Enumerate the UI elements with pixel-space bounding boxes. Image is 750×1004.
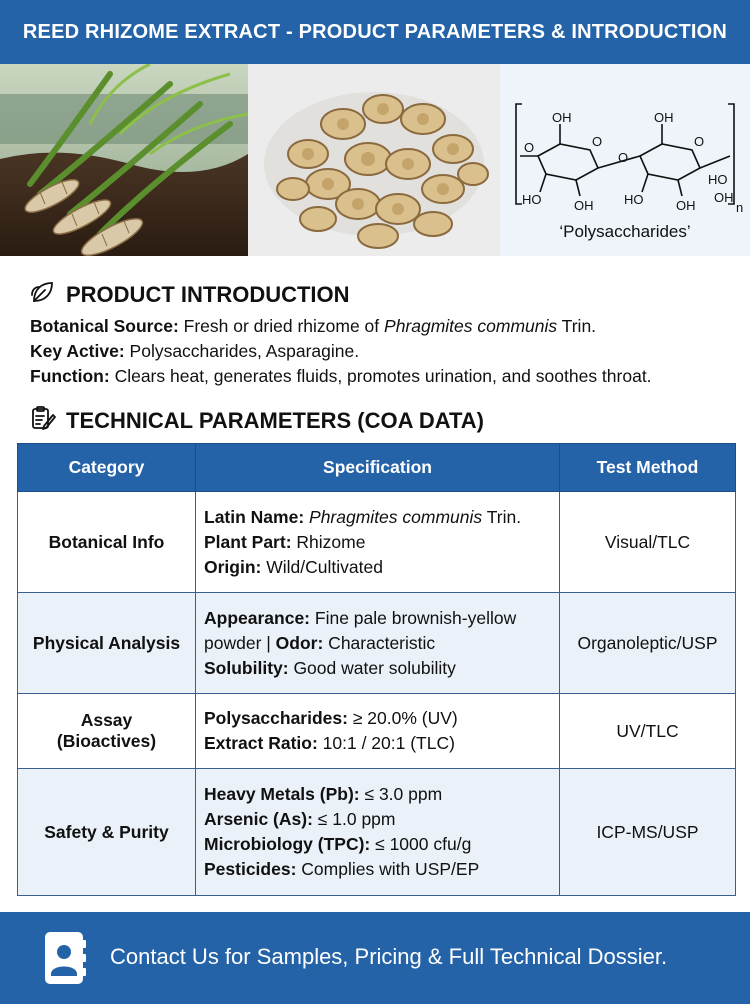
intro-italic: Phragmites communis (384, 316, 558, 336)
intro-line-function (30, 364, 730, 389)
table-row (18, 694, 736, 769)
spec-label: Pesticides: (204, 859, 297, 879)
spec-value: powder | (204, 632, 276, 653)
spec-value: 10:1 / 20:1 (TLC) (317, 733, 455, 753)
row-test-method: Visual/TLC (560, 492, 736, 593)
spec-line (204, 606, 551, 631)
intro-line-key-active (30, 339, 730, 364)
page-header (0, 0, 750, 64)
intro-text: Clears heat, generates fluids, promotes urination, and soothes throat. (109, 366, 652, 386)
spec-value: Trin. (482, 506, 522, 527)
intro-title: PRODUCT INTRODUCTION (66, 281, 350, 307)
page-title: REED RHIZOME EXTRACT - PRODUCT PARAMETERS & INTRODUCTION (22, 20, 728, 43)
chem-label: O (618, 150, 629, 165)
spec-value: ≤ 1000 cfu/g (370, 834, 472, 854)
spec-line (204, 530, 551, 555)
row-category: Botanical Info (18, 492, 196, 593)
polysaccharide-structure (500, 64, 750, 256)
spec-line (204, 857, 551, 882)
spec-label: Extract Ratio: (204, 733, 318, 753)
row-specification (196, 769, 560, 896)
spec-value: Fine pale brownish-yellow (310, 607, 517, 628)
intro-label: Function: (30, 366, 110, 386)
spec-value: Complies with USP/EP (296, 859, 480, 879)
chem-label: n (736, 200, 744, 215)
spec-value: Rhizome (291, 531, 366, 552)
column-header-category: Category (18, 444, 196, 492)
dried-slices-photo (248, 64, 500, 256)
intro-text: Trin. (557, 316, 597, 336)
spec-value: ≤ 1.0 ppm (312, 809, 396, 829)
spec-line (204, 807, 551, 832)
chem-label: HO (522, 192, 542, 207)
spec-line (204, 631, 551, 656)
chem-label: O (592, 134, 603, 149)
spec-line (204, 832, 551, 857)
spec-value: ≥ 20.0% (UV) (347, 708, 458, 728)
chem-label: O (524, 140, 535, 155)
row-specification (196, 694, 560, 769)
chem-caption: ‘Polysaccharides’ (559, 222, 691, 241)
technical-heading (30, 405, 484, 436)
row-test-method: ICP-MS/USP (560, 769, 736, 896)
spec-value: Wild/Cultivated (261, 556, 383, 577)
row-specification (196, 492, 560, 593)
chem-label: O (694, 134, 705, 149)
spec-label: Plant Part: (204, 531, 292, 552)
row-test-method: UV/TLC (560, 694, 736, 769)
clipboard-pen-icon (30, 405, 56, 436)
spec-line (204, 505, 551, 530)
spec-label: Arsenic (As): (204, 809, 313, 829)
spec-label: Microbiology (TPC): (204, 834, 371, 854)
row-category: Physical Analysis (18, 593, 196, 694)
chem-label: OH (714, 190, 734, 205)
spec-line (204, 706, 551, 731)
spec-line (204, 555, 551, 580)
column-header-specification: Specification (196, 444, 560, 492)
column-header-test-method: Test Method (560, 444, 736, 492)
table-header-row (18, 444, 736, 492)
category-line: Assay (80, 710, 133, 730)
table-row (18, 593, 736, 694)
spec-label: Odor: (275, 632, 324, 653)
intro-heading (30, 279, 350, 310)
table-row (18, 492, 736, 593)
intro-text: Polysaccharides, Asparagine. (124, 341, 360, 361)
intro-label: Botanical Source: (30, 316, 179, 336)
spec-value: Characteristic (323, 632, 436, 653)
contact-footer[interactable] (0, 912, 750, 1004)
spec-label: Solubility: (204, 657, 289, 678)
spec-label: Appearance: (204, 607, 311, 628)
leaf-icon (30, 279, 56, 310)
chem-label: HO (624, 192, 644, 207)
chem-label: OH (654, 110, 674, 125)
spec-value: Good water solubility (288, 657, 456, 678)
contact-cta-text[interactable]: Contact Us for Samples, Pricing & Full Technical Dossier. (110, 944, 668, 969)
row-category (18, 694, 196, 769)
reed-rhizome-photo (0, 64, 248, 256)
spec-label: Origin: (204, 556, 262, 577)
spec-line (204, 731, 551, 756)
chem-label: OH (676, 198, 696, 213)
intro-body (30, 314, 730, 389)
row-specification (196, 593, 560, 694)
contact-book-icon (42, 930, 88, 986)
spec-line (204, 782, 551, 807)
technical-title: TECHNICAL PARAMETERS (COA DATA) (66, 407, 484, 433)
row-test-method: Organoleptic/USP (560, 593, 736, 694)
chem-label: HO (708, 172, 728, 187)
spec-line (204, 656, 551, 681)
chem-label: OH (552, 110, 572, 125)
spec-label: Heavy Metals (Pb): (204, 784, 360, 804)
category-line: (Bioactives) (56, 731, 157, 751)
intro-label: Key Active: (30, 341, 125, 361)
chem-label: OH (574, 198, 594, 213)
spec-label: Latin Name: (204, 506, 305, 527)
row-category: Safety & Purity (18, 769, 196, 896)
coa-table (17, 443, 736, 896)
spec-italic: Phragmites communis (309, 506, 483, 527)
table-row (18, 769, 736, 896)
spec-label: Polysaccharides: (204, 708, 348, 728)
spec-value: ≤ 3.0 ppm (359, 784, 443, 804)
intro-line-botanical-source (30, 314, 730, 339)
image-strip (0, 64, 750, 256)
intro-text: Fresh or dried rhizome of (178, 316, 385, 336)
